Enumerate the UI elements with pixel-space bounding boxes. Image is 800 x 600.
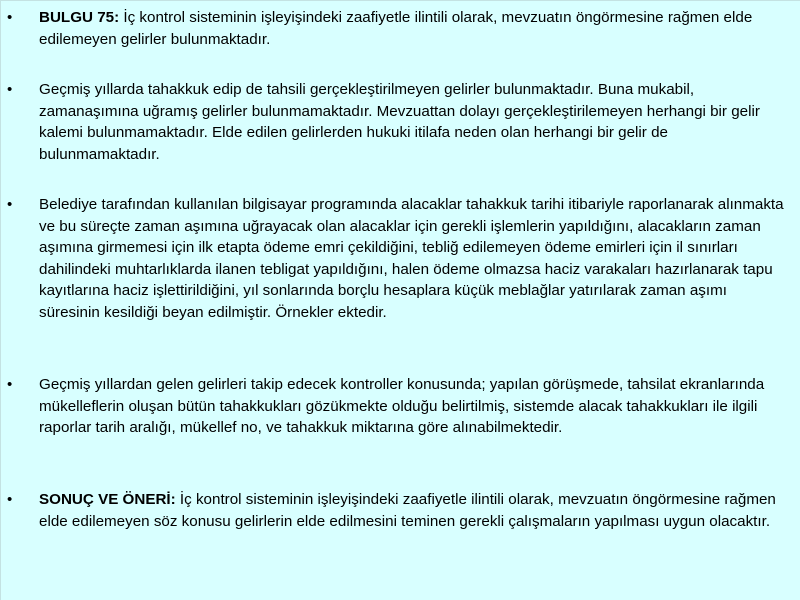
conclusion-text: İç kontrol sisteminin işleyişindeki zaafiyetle ilintili olarak, mevzuatın öngörmesine rağmen elde edilemeyen söz konusu gelirlerin elde edilmesini teminen gerekli çalışmaların yapılması uygun olacaktır.: [39, 491, 776, 530]
paragraph-text: Belediye tarafından kullanılan bilgisayar programında alacaklar tahakkuk tarihi itibariyle raporlanarak alınmakta ve bu süreçte zaman aşımına uğrayacak olan alacaklar için gerekli işlemlerin yapıldığını, alacakların zaman aşımına girmemesi için ilk etapta ödeme emri çekildiğini, tebliğ edilemeyen ödeme emirleri için il sınırları dahilindeki muhtarlıklarda ilanen tebligat yapıldığını, halen ödeme olmazsa haciz varakaları hazırlanarak tapu kayıtlarına haciz işlettirildiğini, yıl sonlarında borçlu hesaplara küçük meblağlar yatırılarak zaman aşımı süresinin kesildiği beyan edilmiştir. Örnekler ektedir.: [39, 196, 784, 321]
bullet-icon: •: [7, 491, 13, 508]
bullet-icon: •: [7, 376, 13, 393]
conclusion-item: [7, 489, 788, 532]
paragraph-text: Geçmiş yıllardan gelen gelirleri takip edecek kontroller konusunda; yapılan görüşmede, tahsilat ekranlarında mükelleflerin oluşan bütün tahakkukları gözükmekte olduğu belirtilmiş, sistemde alacak tahakkukları ile ilgili raporlar tarih aralığı, mükellef no, ve tahakkuk miktarına göre alınabilmektedir.: [39, 376, 765, 436]
paragraph-item: [7, 79, 788, 165]
finding-item: [7, 7, 788, 50]
conclusion-label: SONUÇ VE ÖNERİ:: [39, 491, 176, 508]
bullet-icon: •: [7, 9, 13, 26]
paragraph-item: [7, 374, 788, 439]
bullet-icon: •: [7, 81, 13, 98]
paragraph-text: Geçmiş yıllarda tahakkuk edip de tahsili gerçekleştirilmeyen gelirler bulunmaktadır. Buna mukabil, zamanaşımına uğramış gelirler bulunmamaktadır. Mevzuattan dolayı gerçekleştirilemeyen herhangi bir gelir kalemi bulunmamaktadır. Elde edilen gelirlerden hukuki itilafa neden olan herhangi bir gelir de bulunmamaktadır.: [39, 81, 760, 163]
finding-text: İç kontrol sisteminin işleyişindeki zaafiyetle ilintili olarak, mevzuatın öngörmesine rağmen elde edilemeyen gelirler bulunmaktadır.: [39, 9, 753, 48]
paragraph-item: [7, 194, 788, 323]
bullet-icon: •: [7, 196, 13, 213]
finding-label: BULGU 75:: [39, 9, 120, 26]
